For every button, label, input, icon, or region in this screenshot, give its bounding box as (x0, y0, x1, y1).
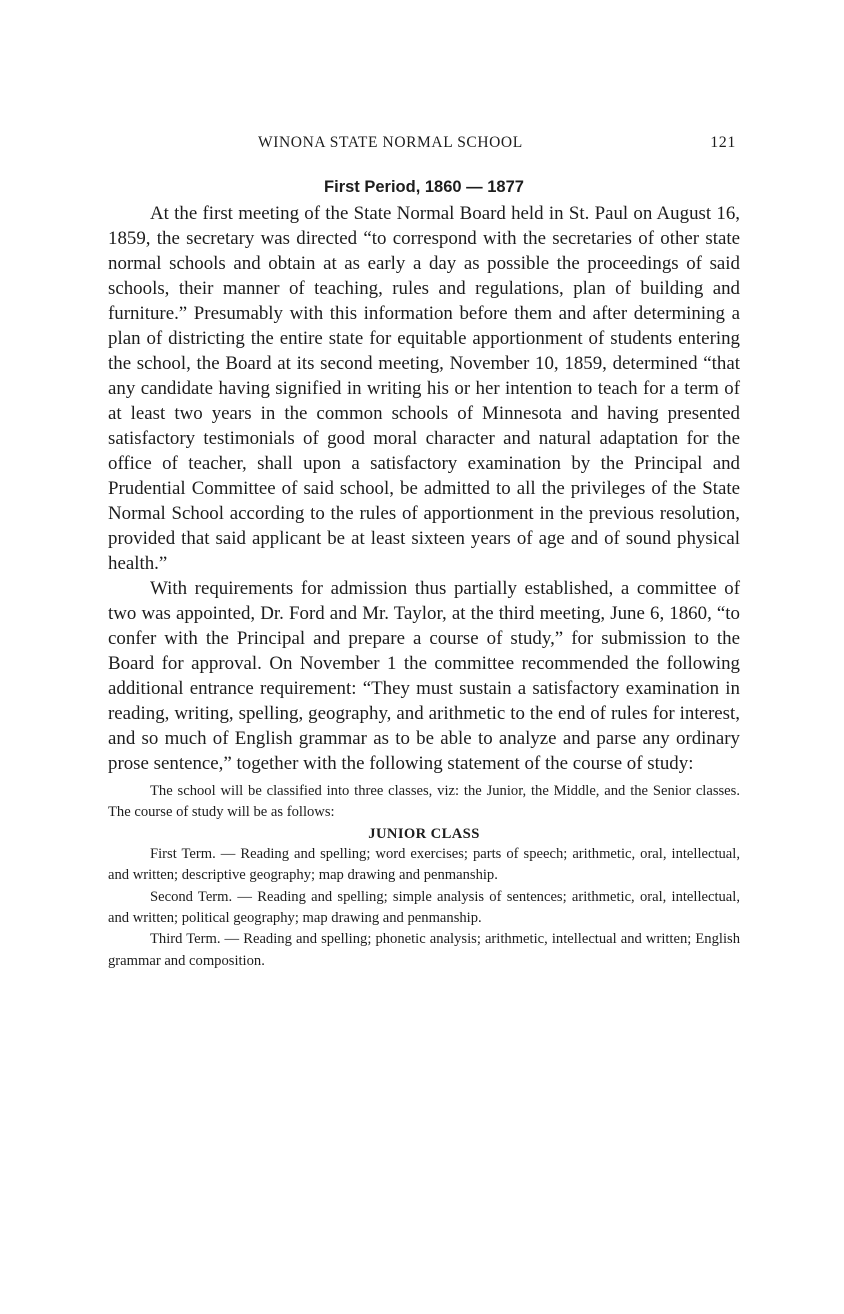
page-number: 121 (710, 134, 736, 151)
course-intro: The school will be classified into three classes, viz: the Junior, the Middle, and the Senior classes. The course of study will be as follows: (108, 783, 740, 821)
second-term: Second Term. — Reading and spelling; simple analysis of sentences; arithmetic, oral, intellectual, and written; political geography; map drawing and penmanship. (108, 888, 740, 927)
class-heading: JUNIOR CLASS (368, 825, 480, 842)
body-paragraph-1: At the first meeting of the State Normal Board held in St. Paul on August 16, 1859, the secretary was directed “to correspond with the secretaries of other state normal schools and obtain at as early a day as possible the proceedings of said schools, their manner of teaching, rules and regulations, plan of building and furniture.” Presumably with this information before them and after determining a plan of districting the entire state for equitable apportionment of students entering the school, the Board at its second meeting, November 10, 1859, determined “that any candidate having signified in writing his or her intention to teach for a term of at least two years in the common schools of Minnesota and having presented satisfactory testimonials of good moral character and natural adaptation for the office of teacher, shall upon a satisfactory examination by the Principal and Prudential Committee of said school, be admitted to all the privileges of the State Normal School according to the rules of apportionment in the previous resolution, provided that said applicant be at least sixteen years of age and of sound physical health.” (108, 203, 740, 574)
running-header (108, 132, 740, 160)
section-title: First Period, 1860 — 1877 (324, 178, 524, 196)
course-of-study (108, 781, 740, 972)
third-term: Third Term. — Reading and spelling; phonetic analysis; arithmetic, intellectual and written; English grammar and composition. (108, 931, 740, 969)
first-term: First Term. — Reading and spelling; word exercises; parts of speech; arithmetic, oral, intellectual, and written; descriptive geography; map drawing and penmanship. (108, 845, 740, 884)
document-page (108, 132, 740, 972)
body-paragraph-2: With requirements for admission thus partially established, a committee of two was appointed, Dr. Ford and Mr. Taylor, at the third meeting, June 6, 1860, “to confer with the Principal and prepare a course of study,” for submission to the Board for approval. On November 1 the committee recommended the following additional entrance requirement: “They must sustain a satisfactory examination in reading, writing, spelling, geography, and arithmetic to the end of rules for interest, and so much of English grammar as to be able to analyze and parse any ordinary prose sentence,” together with the following statement of the course of study: (108, 578, 740, 774)
running-title: WINONA STATE NORMAL SCHOOL (258, 134, 523, 151)
